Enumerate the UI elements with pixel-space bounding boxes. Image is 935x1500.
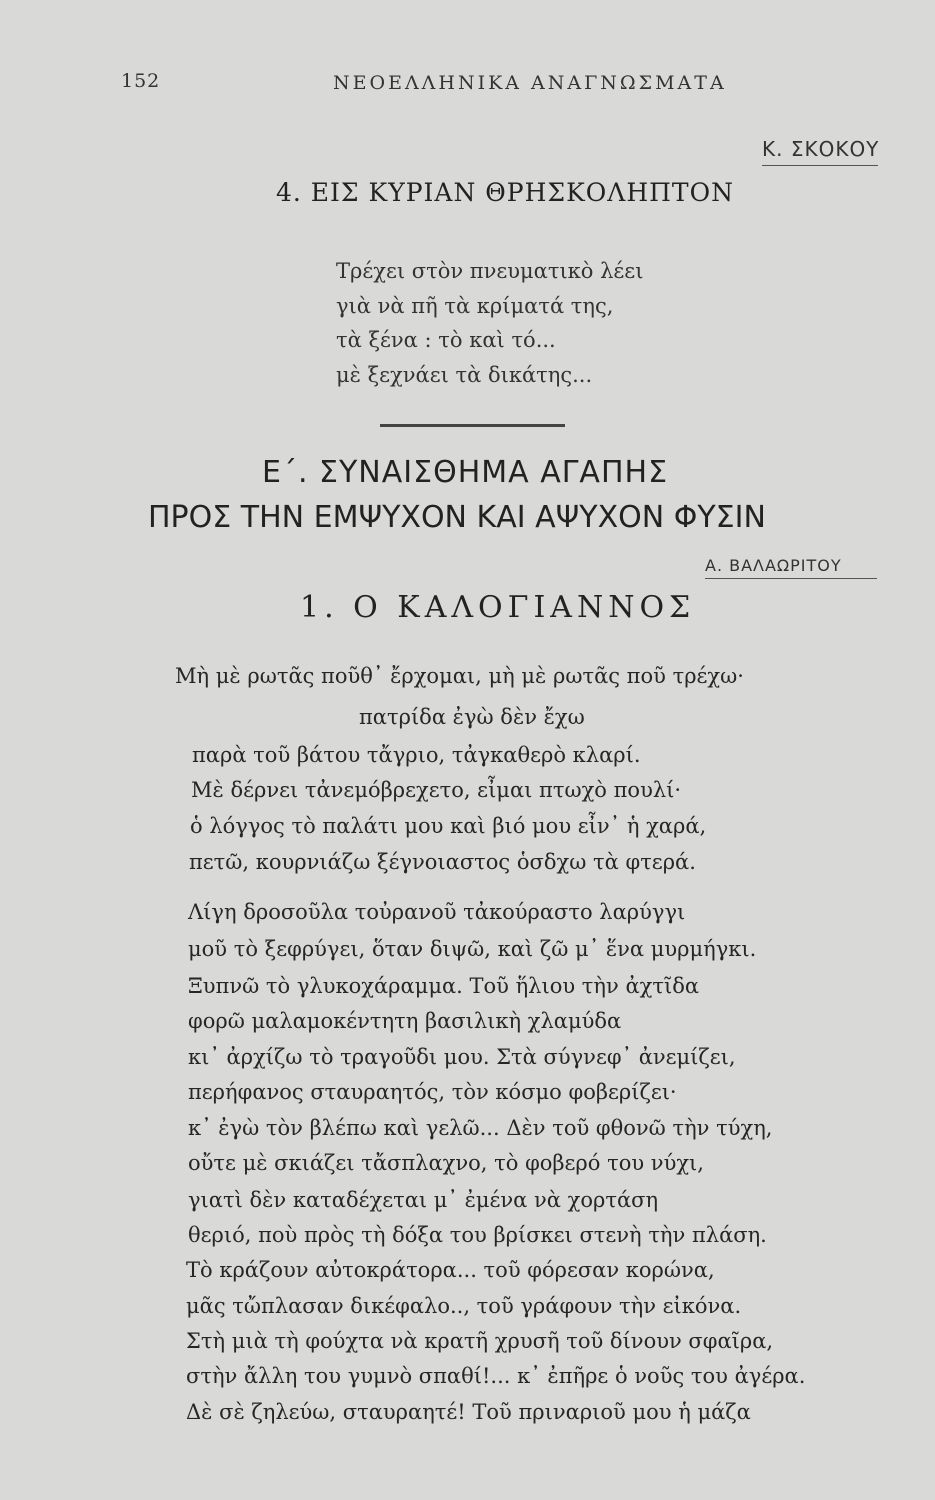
section-divider — [380, 424, 565, 427]
poem-1-line: γιὰ νὰ πῆ τὰ κρίματά της, — [336, 293, 614, 318]
poem-2-line: Μὴ μὲ ρωτᾶς ποῦθ᾽ ἔρχομαι, μὴ μὲ ρωτᾶς ποῦ τρέχω· — [175, 664, 744, 688]
poem-2-line: οὔτε μὲ σκιάζει τἄσπλαχνο, τὸ φοβερό του νύχι, — [188, 1151, 704, 1175]
poem-2-line: θεριό, ποὺ πρὸς τὴ δόξα του βρίσκει στενὴ τὴν πλάση. — [188, 1223, 767, 1247]
poem-2-line: ὁ λόγγος τὸ παλάτι μου καὶ βιό μου εἶν᾽ ἡ χαρά, — [190, 814, 707, 838]
poem-2-line: πατρίδα ἐγὼ δὲν ἔχω — [359, 705, 585, 729]
poem-1-line: τὰ ξένα : τὸ καὶ τό... — [336, 328, 556, 352]
poem-2-line: μᾶς τὤπλασαν δικέφαλο.., τοῦ γράφουν τὴν εἰκόνα. — [186, 1294, 742, 1318]
poem-2-line: παρὰ τοῦ βάτου τἄγριο, τἀγκαθερὸ κλαρί. — [192, 743, 641, 767]
poem-2-line: μοῦ τὸ ξεφρύγει, ὅταν διψῶ, καὶ ζῶ μ᾽ ἕνα μυρμήγκι. — [188, 937, 757, 961]
running-title: ΝΕΟΕΛΛΗΝΙΚΑ ΑΝΑΓΝΩΣΜΑΤΑ — [333, 72, 727, 94]
poem-1-body — [336, 254, 643, 392]
poem-1-line: Τρέχει στὸν πνευματικὸ λέει — [336, 259, 644, 283]
poem-2-line: φορῶ μαλαμοκέντητη βασιλικὴ χλαμύδα — [188, 1009, 622, 1033]
poem-2-line: Μὲ δέρνει τἀνεμόβρεχετο, εἶμαι πτωχὸ πουλί· — [191, 778, 682, 802]
poem-2-line: περήφανος σταυραητός, τὸν κόσμο φοβερίζει· — [188, 1080, 677, 1104]
author-underline — [762, 165, 878, 166]
page-number: 152 — [121, 70, 161, 92]
poem-title-1: 4. ΕΙΣ ΚΥΡΙΑΝ ΘΡΗΣΚΟΛΗΠΤΟΝ — [276, 178, 734, 207]
poem-2-line: κι᾽ ἀρχίζω τὸ τραγοῦδι μου. Στὰ σύγνεφ᾽ ἀνεμίζει, — [188, 1045, 736, 1069]
poem-2-line: κ᾽ ἐγὼ τὸν βλέπω καὶ γελῶ... Δὲν τοῦ φθονῶ τὴν τύχη, — [188, 1116, 773, 1140]
author-valaoritou: Α. ΒΑΛΑΩΡΙΤΟΥ — [705, 556, 842, 575]
author-skokou: Κ. ΣΚΟΚΟΥ — [762, 137, 880, 161]
poem-2-line: στὴν ἄλλη του γυμνὸ σπαθί!... κ᾽ ἐπῆρε ὁ νοῦς του ἀγέρα. — [186, 1364, 806, 1388]
poem-2-line: Στὴ μιὰ τὴ φούχτα νὰ κρατῆ χρυσῆ τοῦ δίνουν σφαῖρα, — [186, 1329, 774, 1353]
poem-2-line: Ξυπνῶ τὸ γλυκοχάραμμα. Τοῦ ἥλιου τὴν ἀχτῖδα — [188, 974, 700, 998]
poem-1-line: μὲ ξεχνάει τὰ δικάτης... — [336, 362, 593, 387]
poem-2-line: γιατὶ δὲν καταδέχεται μ᾽ ἐμένα νὰ χορτάση — [188, 1188, 659, 1212]
section-heading-line-1: Ε΄. ΣΥΝΑΙΣΘΗΜΑ ΑΓΑΠΗΣ — [262, 455, 669, 490]
poem-2-line: Τὸ κράζουν αὐτοκράτορα... τοῦ φόρεσαν κορώνα, — [186, 1258, 715, 1282]
author-underline — [705, 578, 877, 579]
section-heading-line-2: ΠΡΟΣ ΤΗΝ ΕΜΨΥΧΟΝ ΚΑΙ ΑΨΥΧΟΝ ΦΥΣΙΝ — [148, 500, 766, 535]
poem-title-2: 1. Ο ΚΑΛΟΓΙΑΝΝΟΣ — [300, 590, 696, 625]
poem-2-line: Λίγη δροσοῦλα τοὐρανοῦ τἀκούραστο λαρύγγι — [188, 900, 686, 924]
poem-2-line: Δὲ σὲ ζηλεύω, σταυραητέ! Τοῦ πριναριοῦ μου ἡ μάζα — [186, 1400, 751, 1424]
poem-2-line: πετῶ, κουρνιάζω ξέγνοιαστος ὁσδχω τὰ φτερά. — [189, 850, 696, 874]
